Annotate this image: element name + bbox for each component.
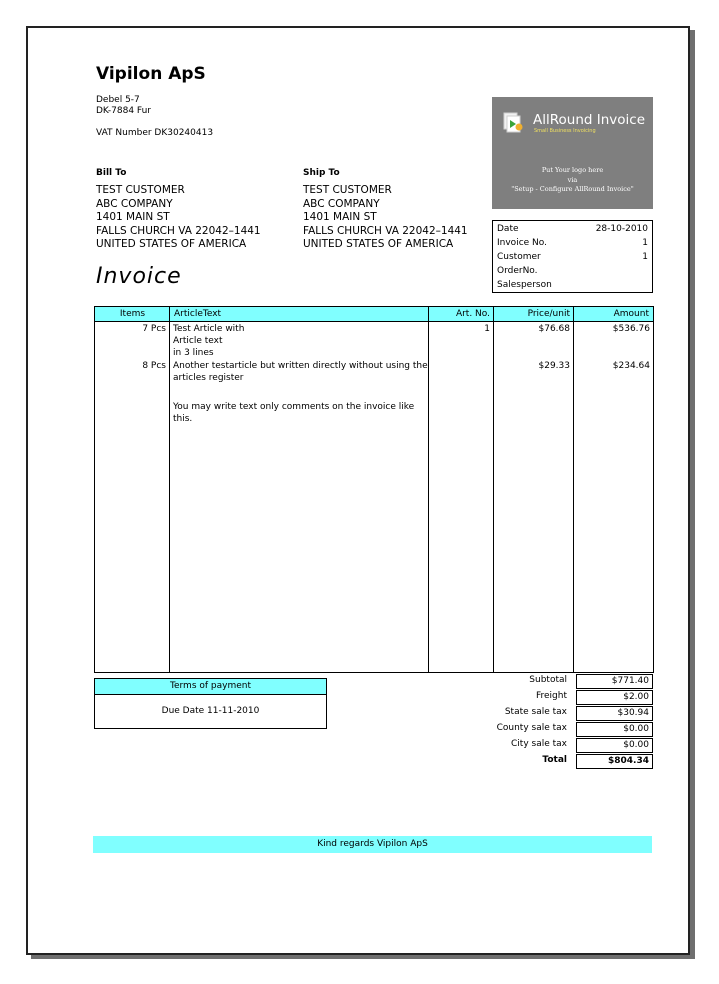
- logo-placeholder-line2: via: [567, 175, 578, 184]
- terms-heading: Terms of payment: [95, 679, 326, 695]
- freight-value: $2.00: [576, 690, 653, 705]
- bill-to-line: TEST CUSTOMER: [96, 184, 185, 196]
- county-tax-label: County sale tax: [496, 723, 567, 733]
- invoice-info-box: [492, 220, 653, 293]
- col-header-amount: Amount: [574, 307, 653, 322]
- row2-text-line: articles register: [173, 373, 244, 383]
- logo-tagline: Small Business Invoicing: [534, 128, 596, 134]
- bill-to-address: [96, 184, 261, 252]
- bill-to-line: FALLS CHURCH VA 22042–1441: [96, 224, 261, 237]
- terms-of-payment-box: [94, 678, 327, 729]
- ship-to-line: ABC COMPANY: [303, 197, 380, 210]
- col-header-price: Price/unit: [494, 307, 574, 322]
- logo-title: AllRound Invoice: [533, 112, 646, 128]
- freight-label: Freight: [535, 691, 567, 701]
- row1-items: 7 Pcs: [142, 324, 166, 334]
- logo-placeholder-text: [492, 166, 653, 195]
- page-title: Invoice: [96, 264, 182, 289]
- ship-to-line: UNITED STATES OF AMERICA: [303, 238, 454, 250]
- bill-to-line: 1401 MAIN ST: [96, 211, 170, 223]
- footer-regards: Kind regards Vipilon ApS: [93, 836, 652, 853]
- info-invoice-no-row: [497, 238, 648, 251]
- city-tax-label: City sale tax: [511, 739, 567, 749]
- comment-text: [173, 401, 414, 425]
- allround-invoice-logo-icon: [502, 112, 526, 134]
- info-customer-label: Customer: [497, 252, 541, 262]
- info-date-label: Date: [497, 224, 519, 234]
- info-customer-row: [497, 252, 648, 265]
- col-header-article-text: ArticleText: [170, 307, 429, 322]
- comment-line: You may write text only comments on the invoice like: [173, 402, 415, 412]
- info-salesperson-row: [497, 280, 648, 293]
- info-invoice-no-label: Invoice No.: [497, 238, 547, 248]
- row1-art-no: 1: [484, 324, 490, 334]
- row1-text-line: Test Article with: [173, 324, 245, 334]
- company-address-line2: DK-7884 Fur: [96, 106, 151, 116]
- row1-amount: $536.76: [612, 324, 650, 334]
- info-salesperson-label: Salesperson: [497, 280, 552, 290]
- info-date-row: [497, 224, 648, 237]
- info-invoice-no-value: 1: [642, 238, 648, 248]
- info-customer-value: 1: [642, 252, 648, 262]
- logo-placeholder: [492, 97, 653, 209]
- ship-to-address: [303, 184, 468, 252]
- ship-to-line: FALLS CHURCH VA 22042–1441: [303, 224, 468, 237]
- bill-to-line: UNITED STATES OF AMERICA: [96, 238, 247, 250]
- state-tax-value: $30.94: [576, 706, 653, 721]
- col-header-art-no: Art. No.: [429, 307, 494, 322]
- col-header-items: Items: [95, 307, 170, 322]
- row2-items: 8 Pcs: [142, 361, 166, 371]
- row1-text-line: Article text: [173, 336, 223, 346]
- row2-amount: $234.64: [612, 361, 650, 371]
- city-tax-value: $0.00: [576, 738, 653, 753]
- total-label: Total: [542, 755, 567, 765]
- row1-article-text: [173, 323, 244, 359]
- column-divider: [428, 307, 429, 672]
- row2-price: $29.33: [538, 361, 570, 371]
- county-tax-value: $0.00: [576, 722, 653, 737]
- ship-to-heading: Ship To: [303, 168, 340, 178]
- row1-text-line: in 3 lines: [173, 348, 214, 358]
- terms-due-date: Due Date 11-11-2010: [161, 706, 260, 716]
- row2-text-line: Another testarticle but written directly without using the: [173, 361, 428, 371]
- bill-to-line: ABC COMPANY: [96, 197, 173, 210]
- column-divider: [169, 307, 170, 672]
- ship-to-line: TEST CUSTOMER: [303, 184, 392, 196]
- items-table: [94, 306, 654, 673]
- info-order-no-row: [497, 266, 648, 279]
- invoice-page: [26, 26, 690, 955]
- state-tax-label: State sale tax: [504, 707, 567, 717]
- subtotal-label: Subtotal: [529, 675, 567, 685]
- total-value: $804.34: [576, 754, 653, 769]
- logo-placeholder-line1: Put Your logo here: [541, 166, 604, 174]
- logo-placeholder-line3: "Setup - Configure AllRound Invoice": [511, 185, 634, 193]
- subtotal-value: $771.40: [576, 674, 653, 689]
- comment-line: this.: [173, 414, 193, 424]
- info-order-no-label: OrderNo.: [497, 266, 538, 276]
- ship-to-line: 1401 MAIN ST: [303, 211, 377, 223]
- company-address-line1: Debel 5-7: [96, 95, 140, 105]
- bill-to-heading: Bill To: [96, 168, 127, 178]
- info-date-value: 28-10-2010: [595, 224, 648, 234]
- company-name: Vipilon ApS: [96, 64, 206, 84]
- row2-article-text: [173, 360, 428, 384]
- company-vat: VAT Number DK30240413: [96, 128, 214, 138]
- row1-price: $76.68: [538, 324, 570, 334]
